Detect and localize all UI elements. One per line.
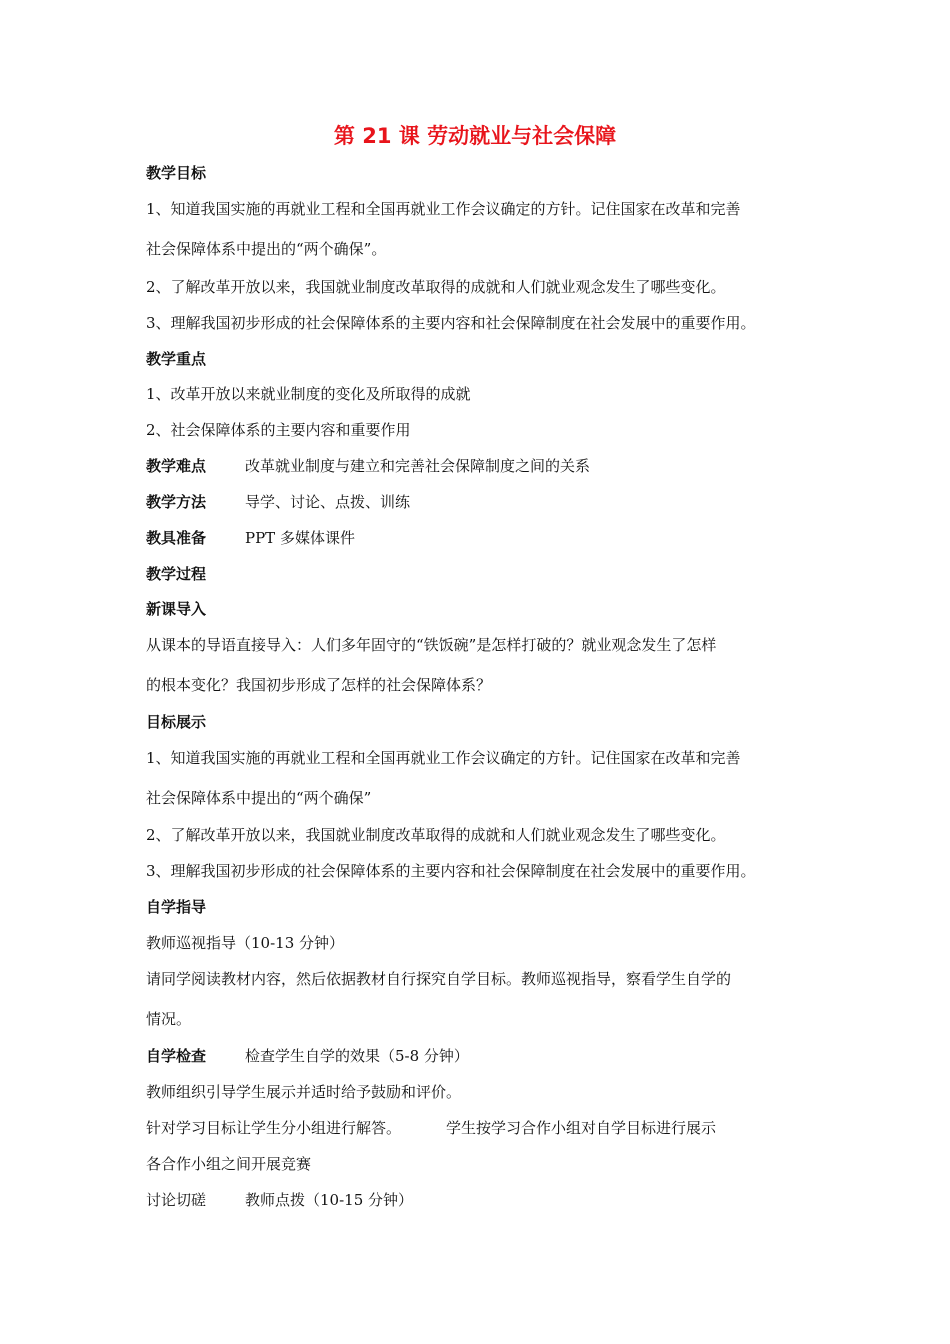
self-check-line-2a: 针对学习目标让学生分小组进行解答。 bbox=[146, 1119, 402, 1137]
self-study-line-3: 情况。 bbox=[146, 1010, 192, 1028]
self-study-heading: 自学指导 bbox=[146, 898, 207, 916]
goal-display-3: 3、理解我国初步形成的社会保障体系的主要内容和社会保障制度在社会发展中的重要作用。 bbox=[146, 862, 756, 880]
process-heading: 教学过程 bbox=[146, 565, 207, 583]
method-label: 教学方法 bbox=[146, 493, 207, 511]
difficulty-label: 教学难点 bbox=[146, 457, 207, 475]
key-point-1: 1、改革开放以来就业制度的变化及所取得的成就 bbox=[146, 385, 471, 403]
self-check-line-2b: 学生按学习合作小组对自学目标进行展示 bbox=[446, 1119, 717, 1137]
objectives-heading: 教学目标 bbox=[146, 164, 207, 182]
objective-2: 2、了解改革开放以来，我国就业制度改革取得的成就和人们就业观念发生了哪些变化。 bbox=[146, 278, 726, 296]
self-check-line-2 bbox=[146, 1117, 846, 1139]
self-check-label: 自学检查 bbox=[146, 1047, 207, 1065]
self-study-line-1: 教师巡视指导（10-13 分钟） bbox=[146, 934, 345, 952]
tools-value: PPT 多媒体课件 bbox=[245, 529, 355, 547]
difficulty-row bbox=[146, 455, 846, 477]
goal-display-2: 2、了解改革开放以来，我国就业制度改革取得的成就和人们就业观念发生了哪些变化。 bbox=[146, 826, 726, 844]
key-point-2: 2、社会保障体系的主要内容和重要作用 bbox=[146, 421, 411, 439]
objective-3: 3、理解我国初步形成的社会保障体系的主要内容和社会保障制度在社会发展中的重要作用。 bbox=[146, 314, 756, 332]
goals-display-heading: 目标展示 bbox=[146, 713, 207, 731]
objective-1-line-2: 社会保障体系中提出的“两个确保”。 bbox=[146, 240, 387, 258]
self-study-line-2: 请同学阅读教材内容，然后依据教材自行探究自学目标。教师巡视指导，察看学生自学的 bbox=[146, 970, 732, 988]
goal-display-1-line-2: 社会保障体系中提出的“两个确保” bbox=[146, 789, 372, 807]
self-check-row bbox=[146, 1045, 846, 1067]
tools-label: 教具准备 bbox=[146, 529, 207, 547]
discussion-label: 讨论切磋 bbox=[146, 1191, 207, 1209]
tools-row bbox=[146, 527, 846, 549]
intro-heading: 新课导入 bbox=[146, 600, 207, 618]
method-value: 导学、讨论、点拨、训练 bbox=[245, 493, 411, 511]
self-check-line-3: 各合作小组之间开展竞赛 bbox=[146, 1155, 312, 1173]
key-points-heading: 教学重点 bbox=[146, 350, 207, 368]
self-check-value: 检查学生自学的效果（5-8 分钟） bbox=[245, 1047, 469, 1065]
discussion-row bbox=[146, 1189, 846, 1211]
objective-1-line-1: 1、知道我国实施的再就业工程和全国再就业工作会议确定的方针。记住国家在改革和完善 bbox=[146, 200, 741, 218]
lesson-title: 第 21 课 劳动就业与社会保障 bbox=[333, 124, 617, 148]
goal-display-1-line-1: 1、知道我国实施的再就业工程和全国再就业工作会议确定的方针。记住国家在改革和完善 bbox=[146, 749, 741, 767]
intro-line-2: 的根本变化？我国初步形成了怎样的社会保障体系？ bbox=[146, 676, 492, 694]
intro-line-1: 从课本的导语直接导入：人们多年固守的“铁饭碗”是怎样打破的？就业观念发生了怎样 bbox=[146, 636, 717, 654]
discussion-value: 教师点拨（10-15 分钟） bbox=[245, 1191, 414, 1209]
difficulty-value: 改革就业制度与建立和完善社会保障制度之间的关系 bbox=[245, 457, 591, 475]
self-check-line-1: 教师组织引导学生展示并适时给予鼓励和评价。 bbox=[146, 1083, 462, 1101]
method-row bbox=[146, 491, 846, 513]
